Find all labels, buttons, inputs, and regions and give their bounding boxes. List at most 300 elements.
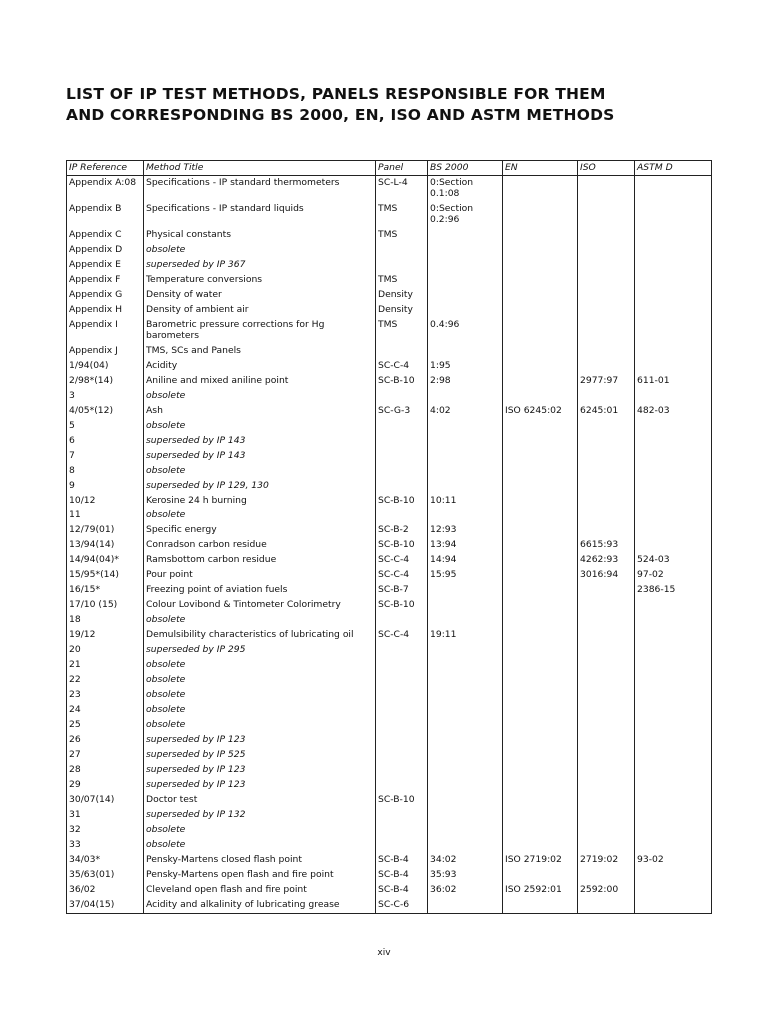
cell-iso	[578, 202, 635, 228]
cell-astm-d	[635, 748, 712, 763]
table-row	[67, 733, 712, 748]
title-line-2: AND CORRESPONDING BS 2000, EN, ISO AND ASTM METHODS	[66, 106, 615, 124]
cell-astm-d	[635, 434, 712, 449]
cell-bs-2000: 0:Section 0.1:08	[428, 176, 503, 203]
cell-panel	[376, 778, 428, 793]
cell-astm-d	[635, 479, 712, 494]
cell-en	[503, 823, 578, 838]
cell-iso	[578, 434, 635, 449]
cell-method-title: superseded by IP 123	[144, 733, 376, 748]
table-row	[67, 494, 712, 509]
cell-en	[503, 508, 578, 523]
cell-bs-2000: 19:11	[428, 628, 503, 643]
cell-bs-2000	[428, 613, 503, 628]
cell-iso: 6615:93	[578, 538, 635, 553]
cell-ip-reference: Appendix H	[67, 303, 144, 318]
cell-bs-2000	[428, 273, 503, 288]
cell-panel	[376, 344, 428, 359]
cell-ip-reference: 10/12	[67, 494, 144, 509]
cell-ip-reference: 13/94(14)	[67, 538, 144, 553]
table-row	[67, 464, 712, 479]
cell-ip-reference: 21	[67, 658, 144, 673]
cell-iso	[578, 508, 635, 523]
cell-iso: 2592:00	[578, 883, 635, 898]
cell-ip-reference: Appendix G	[67, 288, 144, 303]
cell-ip-reference: 11	[67, 508, 144, 523]
cell-bs-2000	[428, 748, 503, 763]
table-row	[67, 419, 712, 434]
cell-panel: Density	[376, 303, 428, 318]
cell-en	[503, 449, 578, 464]
cell-panel: TMS	[376, 228, 428, 243]
cell-panel	[376, 643, 428, 658]
cell-ip-reference: 23	[67, 688, 144, 703]
cell-ip-reference: 16/15*	[67, 583, 144, 598]
cell-ip-reference: 17/10 (15)	[67, 598, 144, 613]
cell-ip-reference: 5	[67, 419, 144, 434]
table-row	[67, 404, 712, 419]
cell-iso	[578, 748, 635, 763]
cell-bs-2000	[428, 658, 503, 673]
cell-method-title: Ash	[144, 404, 376, 419]
cell-bs-2000	[428, 228, 503, 243]
cell-bs-2000	[428, 793, 503, 808]
cell-method-title: superseded by IP 123	[144, 778, 376, 793]
cell-en	[503, 748, 578, 763]
cell-ip-reference: Appendix F	[67, 273, 144, 288]
cell-ip-reference: Appendix B	[67, 202, 144, 228]
cell-ip-reference: 34/03*	[67, 853, 144, 868]
cell-method-title: Barometric pressure corrections for Hg barometers	[144, 318, 376, 344]
cell-iso	[578, 898, 635, 913]
cell-ip-reference: 35/63(01)	[67, 868, 144, 883]
page-number: xiv	[377, 948, 391, 958]
cell-ip-reference: 37/04(15)	[67, 898, 144, 913]
cell-en	[503, 523, 578, 538]
cell-method-title: obsolete	[144, 703, 376, 718]
cell-panel: TMS	[376, 202, 428, 228]
cell-astm-d	[635, 628, 712, 643]
cell-astm-d	[635, 202, 712, 228]
cell-astm-d	[635, 598, 712, 613]
cell-panel	[376, 808, 428, 823]
table-row	[67, 703, 712, 718]
cell-ip-reference: 4/05*(12)	[67, 404, 144, 419]
cell-method-title: superseded by IP 525	[144, 748, 376, 763]
cell-en	[503, 688, 578, 703]
cell-method-title: Demulsibility characteristics of lubricating oil	[144, 628, 376, 643]
table-row	[67, 883, 712, 898]
cell-method-title: Pensky-Martens open flash and fire point	[144, 868, 376, 883]
cell-method-title: Acidity	[144, 359, 376, 374]
cell-en	[503, 479, 578, 494]
cell-bs-2000: 12:93	[428, 523, 503, 538]
header-astm-d: ASTM D	[635, 161, 712, 176]
cell-bs-2000	[428, 508, 503, 523]
cell-panel: SC-B-4	[376, 868, 428, 883]
cell-iso	[578, 793, 635, 808]
cell-iso	[578, 303, 635, 318]
cell-panel: SC-B-10	[376, 793, 428, 808]
cell-panel: SC-B-10	[376, 494, 428, 509]
cell-bs-2000	[428, 389, 503, 404]
cell-ip-reference: Appendix C	[67, 228, 144, 243]
cell-astm-d	[635, 523, 712, 538]
cell-ip-reference: Appendix A:08	[67, 176, 144, 203]
cell-en	[503, 793, 578, 808]
table-row	[67, 176, 712, 203]
cell-method-title: superseded by IP 132	[144, 808, 376, 823]
cell-panel: SC-C-6	[376, 898, 428, 913]
cell-method-title: Ramsbottom carbon residue	[144, 553, 376, 568]
cell-bs-2000: 35:93	[428, 868, 503, 883]
table-row	[67, 243, 712, 258]
cell-bs-2000: 1:95	[428, 359, 503, 374]
cell-method-title: obsolete	[144, 718, 376, 733]
cell-astm-d	[635, 688, 712, 703]
cell-method-title: obsolete	[144, 419, 376, 434]
cell-method-title: Conradson carbon residue	[144, 538, 376, 553]
cell-astm-d: 2386-15	[635, 583, 712, 598]
cell-astm-d	[635, 763, 712, 778]
cell-astm-d	[635, 838, 712, 853]
cell-bs-2000	[428, 898, 503, 913]
cell-bs-2000: 13:94	[428, 538, 503, 553]
table-row	[67, 763, 712, 778]
cell-panel	[376, 703, 428, 718]
cell-panel	[376, 748, 428, 763]
cell-bs-2000	[428, 688, 503, 703]
cell-astm-d: 97-02	[635, 568, 712, 583]
table-row	[67, 823, 712, 838]
cell-method-title: obsolete	[144, 464, 376, 479]
cell-panel: SC-G-3	[376, 404, 428, 419]
cell-panel	[376, 389, 428, 404]
cell-ip-reference: 19/12	[67, 628, 144, 643]
cell-method-title: superseded by IP 295	[144, 643, 376, 658]
table-row	[67, 553, 712, 568]
table-row	[67, 523, 712, 538]
cell-iso	[578, 464, 635, 479]
cell-en	[503, 344, 578, 359]
cell-method-title: obsolete	[144, 658, 376, 673]
table-row	[67, 628, 712, 643]
cell-astm-d	[635, 898, 712, 913]
cell-bs-2000	[428, 643, 503, 658]
table-row	[67, 838, 712, 853]
cell-method-title: Kerosine 24 h burning	[144, 494, 376, 509]
cell-panel	[376, 508, 428, 523]
table-row	[67, 808, 712, 823]
cell-panel	[376, 658, 428, 673]
cell-bs-2000	[428, 733, 503, 748]
cell-bs-2000	[428, 673, 503, 688]
cell-iso	[578, 868, 635, 883]
cell-iso	[578, 359, 635, 374]
cell-method-title: Density of ambient air	[144, 303, 376, 318]
cell-en	[503, 258, 578, 273]
cell-en	[503, 243, 578, 258]
cell-astm-d	[635, 464, 712, 479]
header-iso: ISO	[578, 161, 635, 176]
cell-panel: SC-C-4	[376, 568, 428, 583]
cell-iso: 2719:02	[578, 853, 635, 868]
table-row	[67, 389, 712, 404]
cell-astm-d	[635, 176, 712, 203]
cell-en	[503, 703, 578, 718]
cell-en	[503, 643, 578, 658]
cell-astm-d	[635, 273, 712, 288]
table-row	[67, 778, 712, 793]
cell-bs-2000	[428, 763, 503, 778]
cell-method-title: obsolete	[144, 508, 376, 523]
cell-astm-d	[635, 718, 712, 733]
page-title	[66, 84, 726, 126]
table-row	[67, 673, 712, 688]
cell-bs-2000: 0:Section 0.2:96	[428, 202, 503, 228]
cell-ip-reference: 14/94(04)*	[67, 553, 144, 568]
header-method-title: Method Title	[144, 161, 376, 176]
cell-astm-d	[635, 359, 712, 374]
cell-astm-d	[635, 538, 712, 553]
cell-panel	[376, 434, 428, 449]
cell-astm-d: 524-03	[635, 553, 712, 568]
header-row	[67, 161, 712, 176]
table-row	[67, 688, 712, 703]
cell-method-title: obsolete	[144, 838, 376, 853]
cell-ip-reference: 32	[67, 823, 144, 838]
cell-bs-2000	[428, 434, 503, 449]
cell-en	[503, 718, 578, 733]
cell-ip-reference: 2/98*(14)	[67, 374, 144, 389]
header-bs-2000: BS 2000	[428, 161, 503, 176]
cell-method-title: superseded by IP 123	[144, 763, 376, 778]
cell-bs-2000: 36:02	[428, 883, 503, 898]
cell-iso	[578, 733, 635, 748]
table-row	[67, 793, 712, 808]
table-row	[67, 434, 712, 449]
table-row	[67, 643, 712, 658]
table-row	[67, 303, 712, 318]
cell-bs-2000: 14:94	[428, 553, 503, 568]
header-panel: Panel	[376, 161, 428, 176]
table-row	[67, 568, 712, 583]
table-row	[67, 228, 712, 243]
cell-bs-2000: 4:02	[428, 404, 503, 419]
cell-panel: SC-L-4	[376, 176, 428, 203]
cell-en	[503, 389, 578, 404]
cell-en	[503, 658, 578, 673]
cell-method-title: Doctor test	[144, 793, 376, 808]
cell-ip-reference: 18	[67, 613, 144, 628]
table-row	[67, 288, 712, 303]
cell-iso	[578, 288, 635, 303]
cell-ip-reference: 7	[67, 449, 144, 464]
cell-panel	[376, 673, 428, 688]
cell-method-title: obsolete	[144, 243, 376, 258]
cell-bs-2000	[428, 303, 503, 318]
cell-astm-d	[635, 643, 712, 658]
table-row	[67, 658, 712, 673]
cell-bs-2000	[428, 838, 503, 853]
cell-en	[503, 553, 578, 568]
cell-astm-d	[635, 793, 712, 808]
cell-iso	[578, 583, 635, 598]
cell-iso	[578, 763, 635, 778]
table-row	[67, 898, 712, 913]
cell-iso	[578, 628, 635, 643]
table-row	[67, 318, 712, 344]
cell-astm-d	[635, 613, 712, 628]
cell-en	[503, 808, 578, 823]
cell-ip-reference: Appendix D	[67, 243, 144, 258]
cell-method-title: superseded by IP 143	[144, 434, 376, 449]
cell-en	[503, 568, 578, 583]
cell-iso	[578, 419, 635, 434]
cell-iso	[578, 228, 635, 243]
cell-panel: SC-B-10	[376, 598, 428, 613]
cell-ip-reference: 33	[67, 838, 144, 853]
methods-table	[66, 160, 712, 914]
cell-method-title: superseded by IP 129, 130	[144, 479, 376, 494]
cell-iso	[578, 389, 635, 404]
cell-method-title: Physical constants	[144, 228, 376, 243]
cell-iso	[578, 778, 635, 793]
cell-ip-reference: 29	[67, 778, 144, 793]
cell-astm-d	[635, 303, 712, 318]
cell-panel: Density	[376, 288, 428, 303]
cell-astm-d	[635, 808, 712, 823]
cell-ip-reference: Appendix I	[67, 318, 144, 344]
cell-iso	[578, 176, 635, 203]
cell-panel: SC-B-4	[376, 853, 428, 868]
cell-bs-2000	[428, 778, 503, 793]
cell-panel	[376, 688, 428, 703]
cell-bs-2000	[428, 419, 503, 434]
cell-en	[503, 838, 578, 853]
cell-bs-2000	[428, 598, 503, 613]
cell-iso	[578, 344, 635, 359]
cell-en	[503, 778, 578, 793]
cell-panel: SC-C-4	[376, 553, 428, 568]
cell-method-title: obsolete	[144, 613, 376, 628]
cell-ip-reference: 15/95*(14)	[67, 568, 144, 583]
cell-iso	[578, 688, 635, 703]
cell-method-title: Aniline and mixed aniline point	[144, 374, 376, 389]
cell-en: ISO 2719:02	[503, 853, 578, 868]
cell-ip-reference: Appendix J	[67, 344, 144, 359]
cell-ip-reference: 25	[67, 718, 144, 733]
cell-iso	[578, 318, 635, 344]
cell-ip-reference: 26	[67, 733, 144, 748]
cell-bs-2000	[428, 823, 503, 838]
cell-en	[503, 202, 578, 228]
cell-astm-d: 93-02	[635, 853, 712, 868]
cell-en	[503, 733, 578, 748]
cell-method-title: Density of water	[144, 288, 376, 303]
cell-iso	[578, 243, 635, 258]
cell-en	[503, 176, 578, 203]
table-body	[67, 176, 712, 914]
cell-iso	[578, 823, 635, 838]
cell-method-title: obsolete	[144, 688, 376, 703]
cell-iso	[578, 273, 635, 288]
cell-en	[503, 419, 578, 434]
cell-bs-2000	[428, 258, 503, 273]
cell-iso: 2977:97	[578, 374, 635, 389]
cell-astm-d	[635, 658, 712, 673]
cell-en	[503, 359, 578, 374]
cell-bs-2000	[428, 243, 503, 258]
cell-ip-reference: 3	[67, 389, 144, 404]
cell-en	[503, 494, 578, 509]
cell-en	[503, 288, 578, 303]
cell-en	[503, 464, 578, 479]
cell-ip-reference: 22	[67, 673, 144, 688]
cell-iso	[578, 808, 635, 823]
header-en: EN	[503, 161, 578, 176]
cell-method-title: obsolete	[144, 823, 376, 838]
cell-iso	[578, 673, 635, 688]
cell-method-title: Temperature conversions	[144, 273, 376, 288]
table-row	[67, 449, 712, 464]
cell-en: ISO 6245:02	[503, 404, 578, 419]
cell-en: ISO 2592:01	[503, 883, 578, 898]
cell-panel	[376, 243, 428, 258]
cell-method-title: Colour Lovibond & Tintometer Colorimetry	[144, 598, 376, 613]
cell-iso	[578, 494, 635, 509]
table-row	[67, 748, 712, 763]
cell-bs-2000: 10:11	[428, 494, 503, 509]
cell-method-title: Freezing point of aviation fuels	[144, 583, 376, 598]
cell-method-title: Specific energy	[144, 523, 376, 538]
cell-en	[503, 598, 578, 613]
cell-iso	[578, 838, 635, 853]
cell-method-title: TMS, SCs and Panels	[144, 344, 376, 359]
cell-bs-2000	[428, 808, 503, 823]
cell-method-title: superseded by IP 143	[144, 449, 376, 464]
cell-astm-d: 611-01	[635, 374, 712, 389]
cell-method-title: Specifications - IP standard liquids	[144, 202, 376, 228]
cell-ip-reference: Appendix E	[67, 258, 144, 273]
cell-method-title: Specifications - IP standard thermometers	[144, 176, 376, 203]
table-row	[67, 868, 712, 883]
cell-bs-2000	[428, 583, 503, 598]
cell-astm-d	[635, 703, 712, 718]
cell-iso	[578, 523, 635, 538]
cell-ip-reference: 27	[67, 748, 144, 763]
cell-iso: 6245:01	[578, 404, 635, 419]
cell-en	[503, 583, 578, 598]
cell-bs-2000	[428, 288, 503, 303]
cell-bs-2000: 34:02	[428, 853, 503, 868]
cell-bs-2000	[428, 344, 503, 359]
cell-en	[503, 763, 578, 778]
cell-bs-2000: 0.4:96	[428, 318, 503, 344]
table-row	[67, 202, 712, 228]
cell-astm-d	[635, 673, 712, 688]
cell-ip-reference: 12/79(01)	[67, 523, 144, 538]
cell-iso	[578, 703, 635, 718]
cell-en	[503, 374, 578, 389]
table-row	[67, 538, 712, 553]
cell-ip-reference: 20	[67, 643, 144, 658]
cell-astm-d	[635, 344, 712, 359]
cell-panel	[376, 258, 428, 273]
cell-iso: 3016:94	[578, 568, 635, 583]
cell-en	[503, 273, 578, 288]
table-row	[67, 583, 712, 598]
